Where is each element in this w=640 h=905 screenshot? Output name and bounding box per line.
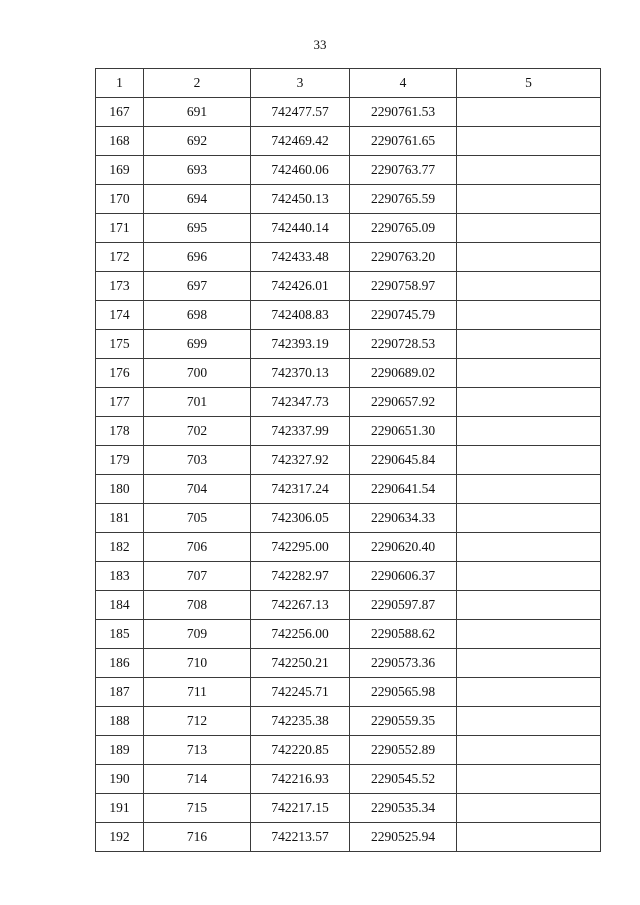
table-cell: 173 — [96, 272, 144, 301]
table-cell: 742217.15 — [251, 794, 350, 823]
table-cell — [457, 504, 601, 533]
coordinates-table — [95, 68, 601, 852]
table-cell — [457, 794, 601, 823]
table-cell: 2290620.40 — [350, 533, 457, 562]
table-cell: 2290763.77 — [350, 156, 457, 185]
table-cell: 715 — [144, 794, 251, 823]
table-row — [96, 620, 601, 649]
table-cell: 175 — [96, 330, 144, 359]
table-cell: 189 — [96, 736, 144, 765]
table-cell: 742306.05 — [251, 504, 350, 533]
table-cell: 2290552.89 — [350, 736, 457, 765]
table-cell — [457, 475, 601, 504]
table-cell: 2290651.30 — [350, 417, 457, 446]
table-row — [96, 185, 601, 214]
table-cell: 178 — [96, 417, 144, 446]
table-cell: 180 — [96, 475, 144, 504]
table-cell — [457, 417, 601, 446]
table-cell: 742408.83 — [251, 301, 350, 330]
table-cell: 742220.85 — [251, 736, 350, 765]
table-cell — [457, 214, 601, 243]
table-cell — [457, 388, 601, 417]
table-cell: 700 — [144, 359, 251, 388]
table-cell — [457, 707, 601, 736]
table-row — [96, 591, 601, 620]
table-cell: 742337.99 — [251, 417, 350, 446]
table-cell: 697 — [144, 272, 251, 301]
table-cell — [457, 591, 601, 620]
table-cell: 704 — [144, 475, 251, 504]
table-cell: 714 — [144, 765, 251, 794]
table-cell — [457, 533, 601, 562]
table-cell: 742216.93 — [251, 765, 350, 794]
table-cell: 742370.13 — [251, 359, 350, 388]
table-row — [96, 823, 601, 852]
table-cell: 169 — [96, 156, 144, 185]
table-row — [96, 127, 601, 156]
table-cell: 742250.21 — [251, 649, 350, 678]
table-cell: 693 — [144, 156, 251, 185]
table-row — [96, 388, 601, 417]
table-cell: 742469.42 — [251, 127, 350, 156]
table-cell: 696 — [144, 243, 251, 272]
table-row — [96, 301, 601, 330]
table-cell: 182 — [96, 533, 144, 562]
table-cell: 171 — [96, 214, 144, 243]
table-cell: 2290573.36 — [350, 649, 457, 678]
table-cell: 168 — [96, 127, 144, 156]
table-row — [96, 678, 601, 707]
table-row — [96, 243, 601, 272]
table-cell: 2290765.59 — [350, 185, 457, 214]
table-cell: 742245.71 — [251, 678, 350, 707]
table-cell: 2290745.79 — [350, 301, 457, 330]
table-cell: 698 — [144, 301, 251, 330]
table-cell: 712 — [144, 707, 251, 736]
table-cell — [457, 562, 601, 591]
table-cell: 2290565.98 — [350, 678, 457, 707]
table-cell: 742477.57 — [251, 98, 350, 127]
table-cell: 742235.38 — [251, 707, 350, 736]
table-cell — [457, 823, 601, 852]
table-cell: 742295.00 — [251, 533, 350, 562]
table-cell: 172 — [96, 243, 144, 272]
table-cell: 185 — [96, 620, 144, 649]
table-cell: 702 — [144, 417, 251, 446]
table-cell — [457, 301, 601, 330]
table-cell: 2290645.84 — [350, 446, 457, 475]
table-row — [96, 562, 601, 591]
table-cell: 742450.13 — [251, 185, 350, 214]
table-cell: 742393.19 — [251, 330, 350, 359]
table-cell: 742347.73 — [251, 388, 350, 417]
table-cell: 176 — [96, 359, 144, 388]
table-cell: 707 — [144, 562, 251, 591]
table-row — [96, 417, 601, 446]
table-cell: 742426.01 — [251, 272, 350, 301]
table-cell: 699 — [144, 330, 251, 359]
table-row — [96, 156, 601, 185]
table-cell: 183 — [96, 562, 144, 591]
table-cell: 695 — [144, 214, 251, 243]
table-cell: 710 — [144, 649, 251, 678]
table-cell: 716 — [144, 823, 251, 852]
table-cell: 709 — [144, 620, 251, 649]
table-cell: 2290535.34 — [350, 794, 457, 823]
table-cell — [457, 98, 601, 127]
table-cell — [457, 127, 601, 156]
table-cell: 692 — [144, 127, 251, 156]
table-cell: 742213.57 — [251, 823, 350, 852]
table-header-row — [96, 69, 601, 98]
table-row — [96, 707, 601, 736]
table-row — [96, 359, 601, 388]
table-row — [96, 765, 601, 794]
table-cell: 742327.92 — [251, 446, 350, 475]
table-cell: 742282.97 — [251, 562, 350, 591]
table-cell: 186 — [96, 649, 144, 678]
table-cell: 2290525.94 — [350, 823, 457, 852]
table-cell: 2290689.02 — [350, 359, 457, 388]
table-cell — [457, 765, 601, 794]
column-header: 1 — [96, 69, 144, 98]
table-cell: 2290559.35 — [350, 707, 457, 736]
table-cell: 742317.24 — [251, 475, 350, 504]
table-row — [96, 736, 601, 765]
table-cell — [457, 649, 601, 678]
table-cell: 2290606.37 — [350, 562, 457, 591]
table-row — [96, 214, 601, 243]
table-cell: 742433.48 — [251, 243, 350, 272]
table-cell: 713 — [144, 736, 251, 765]
table-cell: 705 — [144, 504, 251, 533]
table-cell: 191 — [96, 794, 144, 823]
table-cell: 188 — [96, 707, 144, 736]
table-cell: 742267.13 — [251, 591, 350, 620]
table-cell: 742256.00 — [251, 620, 350, 649]
table-cell: 2290761.65 — [350, 127, 457, 156]
table-cell — [457, 185, 601, 214]
table-cell — [457, 243, 601, 272]
table-cell: 170 — [96, 185, 144, 214]
column-header: 5 — [457, 69, 601, 98]
table-cell: 703 — [144, 446, 251, 475]
table-row — [96, 533, 601, 562]
table-cell: 691 — [144, 98, 251, 127]
table-row — [96, 475, 601, 504]
table-cell: 2290641.54 — [350, 475, 457, 504]
table-cell: 181 — [96, 504, 144, 533]
table-cell: 192 — [96, 823, 144, 852]
table-cell — [457, 678, 601, 707]
column-header: 4 — [350, 69, 457, 98]
table-cell — [457, 446, 601, 475]
table-row — [96, 649, 601, 678]
table-cell: 179 — [96, 446, 144, 475]
table-cell: 2290657.92 — [350, 388, 457, 417]
table-cell: 2290728.53 — [350, 330, 457, 359]
table-cell: 184 — [96, 591, 144, 620]
table-cell: 742460.06 — [251, 156, 350, 185]
table-row — [96, 446, 601, 475]
table-cell: 2290765.09 — [350, 214, 457, 243]
table-cell: 694 — [144, 185, 251, 214]
table-cell: 2290634.33 — [350, 504, 457, 533]
table-cell — [457, 272, 601, 301]
table-cell: 2290545.52 — [350, 765, 457, 794]
table-cell: 187 — [96, 678, 144, 707]
table-cell: 177 — [96, 388, 144, 417]
table-row — [96, 794, 601, 823]
column-header: 2 — [144, 69, 251, 98]
table-cell: 2290597.87 — [350, 591, 457, 620]
table-cell — [457, 359, 601, 388]
table-cell: 706 — [144, 533, 251, 562]
table-cell: 742440.14 — [251, 214, 350, 243]
column-header: 3 — [251, 69, 350, 98]
table-row — [96, 330, 601, 359]
table-cell: 2290588.62 — [350, 620, 457, 649]
table-cell — [457, 736, 601, 765]
table-cell — [457, 330, 601, 359]
table-cell: 708 — [144, 591, 251, 620]
table-cell: 2290763.20 — [350, 243, 457, 272]
table-row — [96, 98, 601, 127]
table-cell: 2290758.97 — [350, 272, 457, 301]
table-cell — [457, 620, 601, 649]
table-cell — [457, 156, 601, 185]
table-body — [96, 98, 601, 852]
table-row — [96, 272, 601, 301]
table-cell: 190 — [96, 765, 144, 794]
table-cell: 167 — [96, 98, 144, 127]
table-cell: 701 — [144, 388, 251, 417]
table-cell: 711 — [144, 678, 251, 707]
table-cell: 2290761.53 — [350, 98, 457, 127]
page-number: 33 — [313, 37, 327, 52]
table-cell: 174 — [96, 301, 144, 330]
table-row — [96, 504, 601, 533]
